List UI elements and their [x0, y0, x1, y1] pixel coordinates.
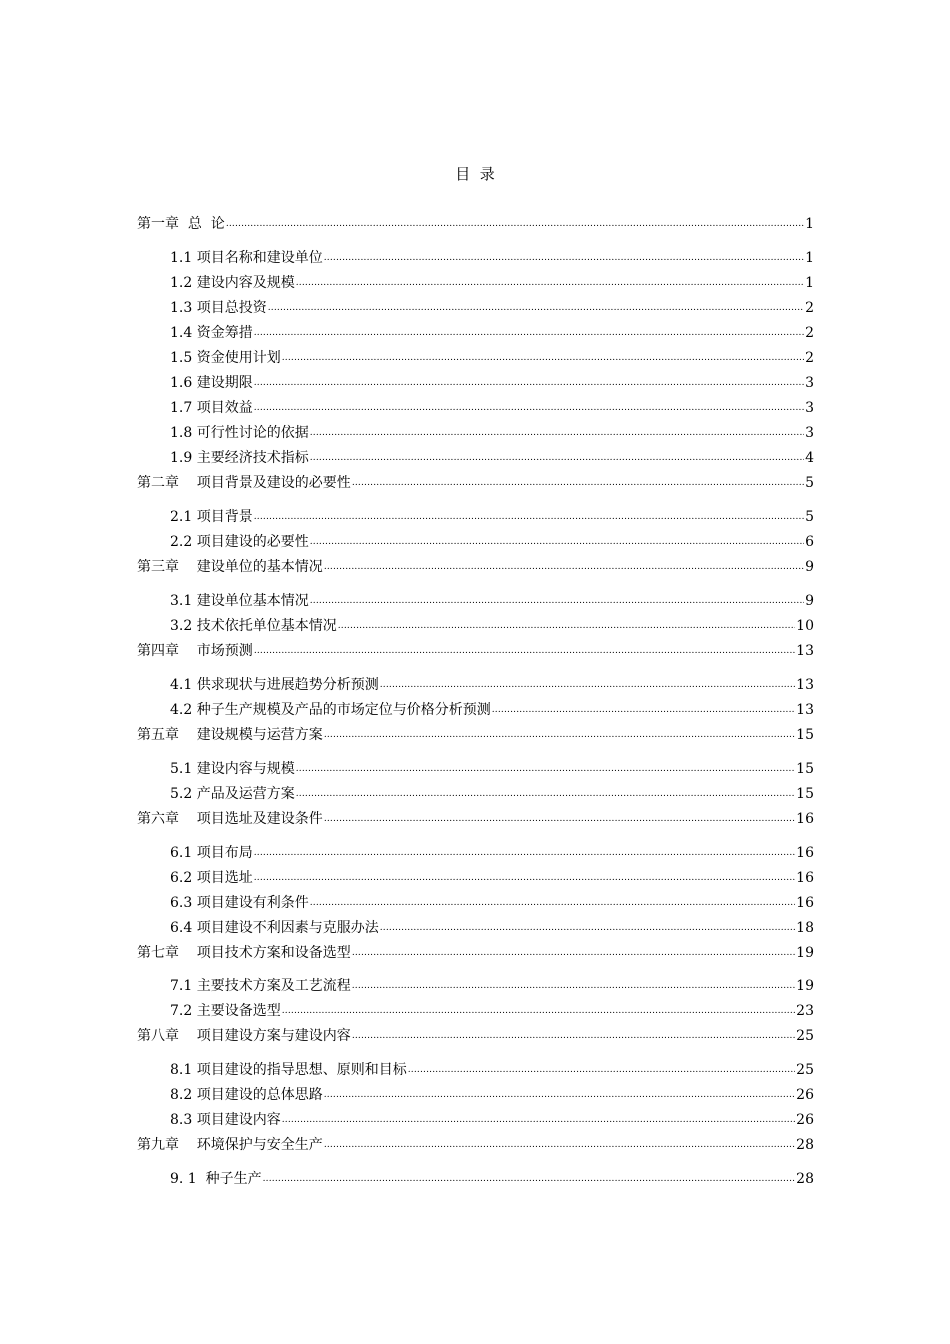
toc-page-number: 28	[796, 1137, 814, 1153]
toc-entry-label: 第七章 项目技术方案和设备选型	[137, 945, 351, 961]
toc-page-number: 16	[796, 870, 814, 886]
toc-dot-leader	[254, 401, 804, 415]
toc-dot-leader	[324, 1088, 795, 1102]
toc-page-number: 2	[805, 350, 814, 366]
toc-dot-leader	[380, 678, 795, 692]
toc-section-entry[interactable]	[170, 592, 814, 610]
toc-dot-leader	[282, 351, 804, 365]
toc-page-number: 16	[796, 895, 814, 911]
toc-section-entry[interactable]	[170, 1086, 814, 1104]
toc-page-number: 9	[805, 559, 814, 575]
toc-dot-leader	[352, 946, 795, 960]
toc-section-entry[interactable]	[170, 894, 814, 912]
toc-entry-label: 6.2 项目选址	[170, 870, 253, 886]
toc-entry-label: 5.1 建设内容与规模	[170, 761, 295, 777]
toc-section-entry[interactable]	[170, 374, 814, 392]
toc-page-number: 16	[796, 811, 814, 827]
toc-entry-label: 第五章 建设规模与运营方案	[137, 727, 323, 743]
toc-entry-label: 7.1 主要技术方案及工艺流程	[170, 978, 351, 994]
toc-chapter-entry[interactable]	[137, 810, 814, 828]
toc-page-number: 23	[796, 1003, 814, 1019]
toc-page-number: 13	[796, 677, 814, 693]
toc-section-entry[interactable]	[170, 1002, 814, 1020]
toc-page-number: 3	[805, 375, 814, 391]
toc-page-number: 5	[805, 509, 814, 525]
toc-entry-label: 第四章 市场预测	[137, 643, 253, 659]
toc-page-number: 13	[796, 702, 814, 718]
toc-dot-leader	[282, 1113, 795, 1127]
toc-dot-leader	[254, 376, 804, 390]
toc-dot-leader	[352, 1029, 795, 1043]
toc-entry-label: 第九章 环境保护与安全生产	[137, 1137, 323, 1153]
toc-page-number: 15	[796, 761, 814, 777]
toc-dot-leader	[296, 276, 804, 290]
toc-entry-label: 1.7 项目效益	[170, 400, 253, 416]
toc-entry-label: 5.2 产品及运营方案	[170, 786, 295, 802]
toc-section-entry[interactable]	[170, 617, 814, 635]
toc-dot-leader	[268, 301, 804, 315]
toc-entry-label: 1.2 建设内容及规模	[170, 275, 295, 291]
toc-page-number: 2	[805, 325, 814, 341]
toc-entry-label: 7.2 主要设备选型	[170, 1003, 281, 1019]
toc-dot-leader	[296, 762, 795, 776]
toc-chapter-entry[interactable]	[137, 474, 814, 492]
toc-dot-leader	[380, 921, 795, 935]
toc-dot-leader	[338, 619, 795, 633]
toc-page-number: 25	[796, 1028, 814, 1044]
toc-dot-leader	[324, 560, 804, 574]
toc-page-number: 6	[805, 534, 814, 550]
toc-entry-label: 8.1 项目建设的指导思想、原则和目标	[170, 1062, 407, 1078]
toc-section-entry[interactable]	[170, 533, 814, 551]
toc-page-number: 1	[805, 216, 814, 232]
toc-section-entry[interactable]	[170, 508, 814, 526]
toc-section-entry[interactable]	[170, 869, 814, 887]
toc-entry-label: 6.3 项目建设有利条件	[170, 895, 309, 911]
toc-page-number: 25	[796, 1062, 814, 1078]
toc-section-entry[interactable]	[170, 424, 814, 442]
toc-chapter-entry[interactable]	[137, 1027, 814, 1045]
toc-entry-label: 8.3 项目建设内容	[170, 1112, 281, 1128]
toc-entry-label: 1.9 主要经济技术指标	[170, 450, 309, 466]
toc-entry-label: 第八章 项目建设方案与建设内容	[137, 1028, 351, 1044]
toc-page-number: 4	[805, 450, 814, 466]
toc-dot-leader	[324, 251, 804, 265]
toc-entry-label: 6.1 项目布局	[170, 845, 253, 861]
toc-section-entry[interactable]	[170, 324, 814, 342]
toc-section-entry[interactable]	[170, 249, 814, 267]
toc-page-number: 3	[805, 425, 814, 441]
toc-dot-leader	[324, 728, 795, 742]
toc-dot-leader	[492, 703, 795, 717]
toc-page-number: 19	[796, 945, 814, 961]
toc-page-number: 2	[805, 300, 814, 316]
toc-entry-label: 第三章 建设单位的基本情况	[137, 559, 323, 575]
toc-section-entry[interactable]	[170, 399, 814, 417]
toc-dot-leader	[296, 787, 795, 801]
toc-entry-label: 1.3 项目总投资	[170, 300, 267, 316]
toc-entry-label: 1.5 资金使用计划	[170, 350, 281, 366]
toc-page-number: 28	[796, 1171, 814, 1187]
toc-entry-label: 1.8 可行性讨论的依据	[170, 425, 309, 441]
toc-entry-label: 2.2 项目建设的必要性	[170, 534, 309, 550]
toc-entry-label: 2.1 项目背景	[170, 509, 253, 525]
toc-section-entry[interactable]	[170, 1061, 814, 1079]
toc-chapter-entry[interactable]	[137, 642, 814, 660]
toc-section-entry[interactable]	[170, 299, 814, 317]
toc-chapter-entry[interactable]	[137, 215, 814, 233]
toc-entry-label: 4.2 种子生产规模及产品的市场定位与价格分析预测	[170, 702, 491, 718]
toc-dot-leader	[310, 896, 795, 910]
toc-entry-label: 3.1 建设单位基本情况	[170, 593, 309, 609]
toc-dot-leader	[254, 326, 804, 340]
toc-chapter-entry[interactable]	[137, 558, 814, 576]
toc-dot-leader	[254, 846, 795, 860]
toc-entry-label: 1.1 项目名称和建设单位	[170, 250, 323, 266]
toc-chapter-entry[interactable]	[137, 1136, 814, 1154]
toc-page-number: 26	[796, 1087, 814, 1103]
toc-title-text: 目 录	[455, 165, 495, 183]
toc-dot-leader	[408, 1063, 795, 1077]
toc-entry-label: 3.2 技术依托单位基本情况	[170, 618, 337, 634]
toc-section-entry[interactable]	[170, 676, 814, 694]
toc-entry-label: 1.6 建设期限	[170, 375, 253, 391]
toc-page-number: 16	[796, 845, 814, 861]
toc-dot-leader	[310, 451, 804, 465]
toc-chapter-entry[interactable]	[137, 944, 814, 962]
toc-section-entry[interactable]	[170, 977, 814, 995]
toc-entry-label: 9. 1 种子生产	[170, 1171, 262, 1187]
toc-dot-leader	[310, 535, 804, 549]
toc-page-number: 1	[805, 250, 814, 266]
toc-entry-label: 第二章 项目背景及建设的必要性	[137, 475, 351, 491]
toc-dot-leader	[254, 871, 795, 885]
toc-entry-label: 8.2 项目建设的总体思路	[170, 1087, 323, 1103]
toc-dot-leader	[310, 594, 804, 608]
toc-section-entry[interactable]	[170, 449, 814, 467]
toc-page-number: 15	[796, 727, 814, 743]
toc-dot-leader	[310, 426, 804, 440]
toc-page-number: 10	[796, 618, 814, 634]
toc-page-number: 1	[805, 275, 814, 291]
toc-entry-label: 第一章 总 论	[137, 216, 225, 232]
toc-dot-leader	[254, 644, 795, 658]
toc-page-number: 18	[796, 920, 814, 936]
toc-entry-label: 1.4 资金筹措	[170, 325, 253, 341]
toc-page-number: 3	[805, 400, 814, 416]
toc-page-number: 26	[796, 1112, 814, 1128]
toc-page-number: 5	[805, 475, 814, 491]
toc-section-entry[interactable]	[170, 1170, 814, 1188]
toc-dot-leader	[263, 1172, 796, 1186]
toc-entry-label: 4.1 供求现状与进展趋势分析预测	[170, 677, 379, 693]
toc-dot-leader	[352, 979, 795, 993]
toc-chapter-entry[interactable]	[137, 726, 814, 744]
toc-dot-leader	[254, 510, 804, 524]
toc-page-number: 13	[796, 643, 814, 659]
toc-section-entry[interactable]	[170, 785, 814, 803]
toc-section-entry[interactable]	[170, 1111, 814, 1129]
toc-dot-leader	[324, 1138, 795, 1152]
toc-dot-leader	[226, 217, 804, 231]
toc-section-entry[interactable]	[170, 844, 814, 862]
toc-section-entry[interactable]	[170, 919, 814, 937]
toc-page-number: 19	[796, 978, 814, 994]
toc-dot-leader	[352, 476, 804, 490]
toc-page-number: 15	[796, 786, 814, 802]
toc-page-number: 9	[805, 593, 814, 609]
toc-section-entry[interactable]	[170, 274, 814, 292]
toc-entry-label: 第六章 项目选址及建设条件	[137, 811, 323, 827]
toc-title	[0, 163, 950, 184]
toc-section-entry[interactable]	[170, 701, 814, 719]
toc-dot-leader	[324, 812, 795, 826]
toc-entry-label: 6.4 项目建设不利因素与克服办法	[170, 920, 379, 936]
toc-dot-leader	[282, 1004, 795, 1018]
toc-section-entry[interactable]	[170, 760, 814, 778]
toc-section-entry[interactable]	[170, 349, 814, 367]
